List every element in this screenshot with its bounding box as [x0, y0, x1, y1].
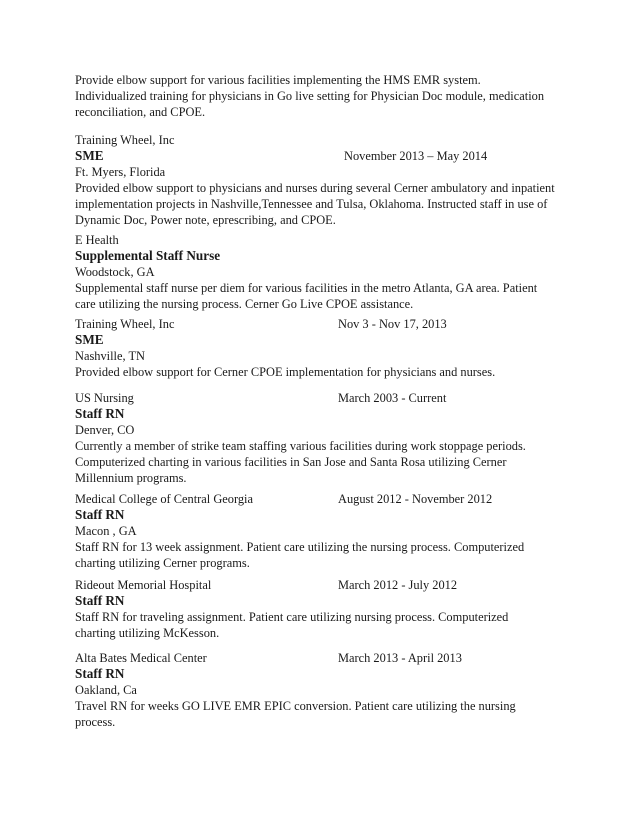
- job-location: Nashville, TN: [75, 349, 145, 363]
- job-dates: March 2013 - April 2013: [338, 651, 462, 665]
- job-dates: November 2013 – May 2014: [344, 149, 488, 163]
- job-title: SME: [75, 148, 104, 163]
- employer-name: Training Wheel, Inc: [75, 133, 175, 147]
- job-description-line: care utilizing the nursing process. Cerner Go Live CPOE assistance.: [75, 297, 414, 311]
- employer-name: Rideout Memorial Hospital: [75, 578, 212, 592]
- job-title: Staff RN: [75, 593, 125, 608]
- job-entry: [75, 650, 565, 730]
- employer-name: Medical College of Central Georgia: [75, 492, 254, 506]
- job-description-line: implementation projects in Nashville,Tennessee and Tulsa, Oklahoma. Instructed staff in use of: [75, 197, 548, 211]
- job-description-line: process.: [75, 715, 116, 729]
- job-description-line: Supplemental staff nurse per diem for various facilities in the metro Atlanta, GA area. Patient: [75, 281, 538, 295]
- employer-name: E Health: [75, 233, 119, 247]
- job-entry: [75, 132, 565, 228]
- job-entry: [75, 390, 565, 486]
- job-entry: [75, 577, 565, 641]
- job-description-line: Dynamic Doc, Power note, eprescribing, and CPOE.: [75, 213, 336, 227]
- job-entry: [75, 232, 565, 312]
- job-title: Staff RN: [75, 406, 125, 421]
- job-location: Macon , GA: [75, 524, 137, 538]
- job-description-line: Computerized charting in various facilities in San Jose and Santa Rosa utilizing Cerner: [75, 455, 507, 469]
- job-description-line: Currently a member of strike team staffing various facilities during work stoppage periods.: [75, 439, 526, 453]
- job-description-line: charting utilizing Cerner programs.: [75, 556, 250, 570]
- job-description-line: Staff RN for traveling assignment. Patient care utilizing nursing process. Computerized: [75, 610, 509, 624]
- job-entry: [75, 491, 565, 571]
- job-description-line: Staff RN for 13 week assignment. Patient care utilizing the nursing process. Computerized: [75, 540, 525, 554]
- job-title: Staff RN: [75, 507, 125, 522]
- intro-line: Individualized training for physicians in Go live setting for Physician Doc module, medication: [75, 89, 545, 103]
- job-location: Ft. Myers, Florida: [75, 165, 166, 179]
- job-dates: August 2012 - November 2012: [338, 492, 493, 506]
- job-location: Oakland, Ca: [75, 683, 137, 697]
- intro-line: reconciliation, and CPOE.: [75, 105, 206, 119]
- intro-paragraph: [75, 72, 565, 120]
- job-description-line: Millennium programs.: [75, 471, 187, 485]
- job-title: SME: [75, 332, 104, 347]
- job-title: Staff RN: [75, 666, 125, 681]
- job-description-line: Provided elbow support to physicians and nurses during several Cerner ambulatory and inpatient: [75, 181, 555, 195]
- employer-name: US Nursing: [75, 391, 134, 405]
- employer-name: Alta Bates Medical Center: [75, 651, 207, 665]
- job-description-line: charting utilizing McKesson.: [75, 626, 220, 640]
- job-location: Woodstock, GA: [75, 265, 155, 279]
- employer-name: Training Wheel, Inc: [75, 317, 175, 331]
- job-description-line: Provided elbow support for Cerner CPOE implementation for physicians and nurses.: [75, 365, 496, 379]
- job-location: Denver, CO: [75, 423, 135, 437]
- job-description-line: Travel RN for weeks GO LIVE EMR EPIC conversion. Patient care utilizing the nursing: [75, 699, 516, 713]
- job-title: Supplemental Staff Nurse: [75, 248, 221, 263]
- job-entry: [75, 316, 565, 380]
- job-dates: March 2012 - July 2012: [338, 578, 458, 592]
- intro-line: Provide elbow support for various facilities implementing the HMS EMR system.: [75, 73, 481, 87]
- job-dates: March 2003 - Current: [338, 391, 447, 405]
- job-dates: Nov 3 - Nov 17, 2013: [338, 317, 447, 331]
